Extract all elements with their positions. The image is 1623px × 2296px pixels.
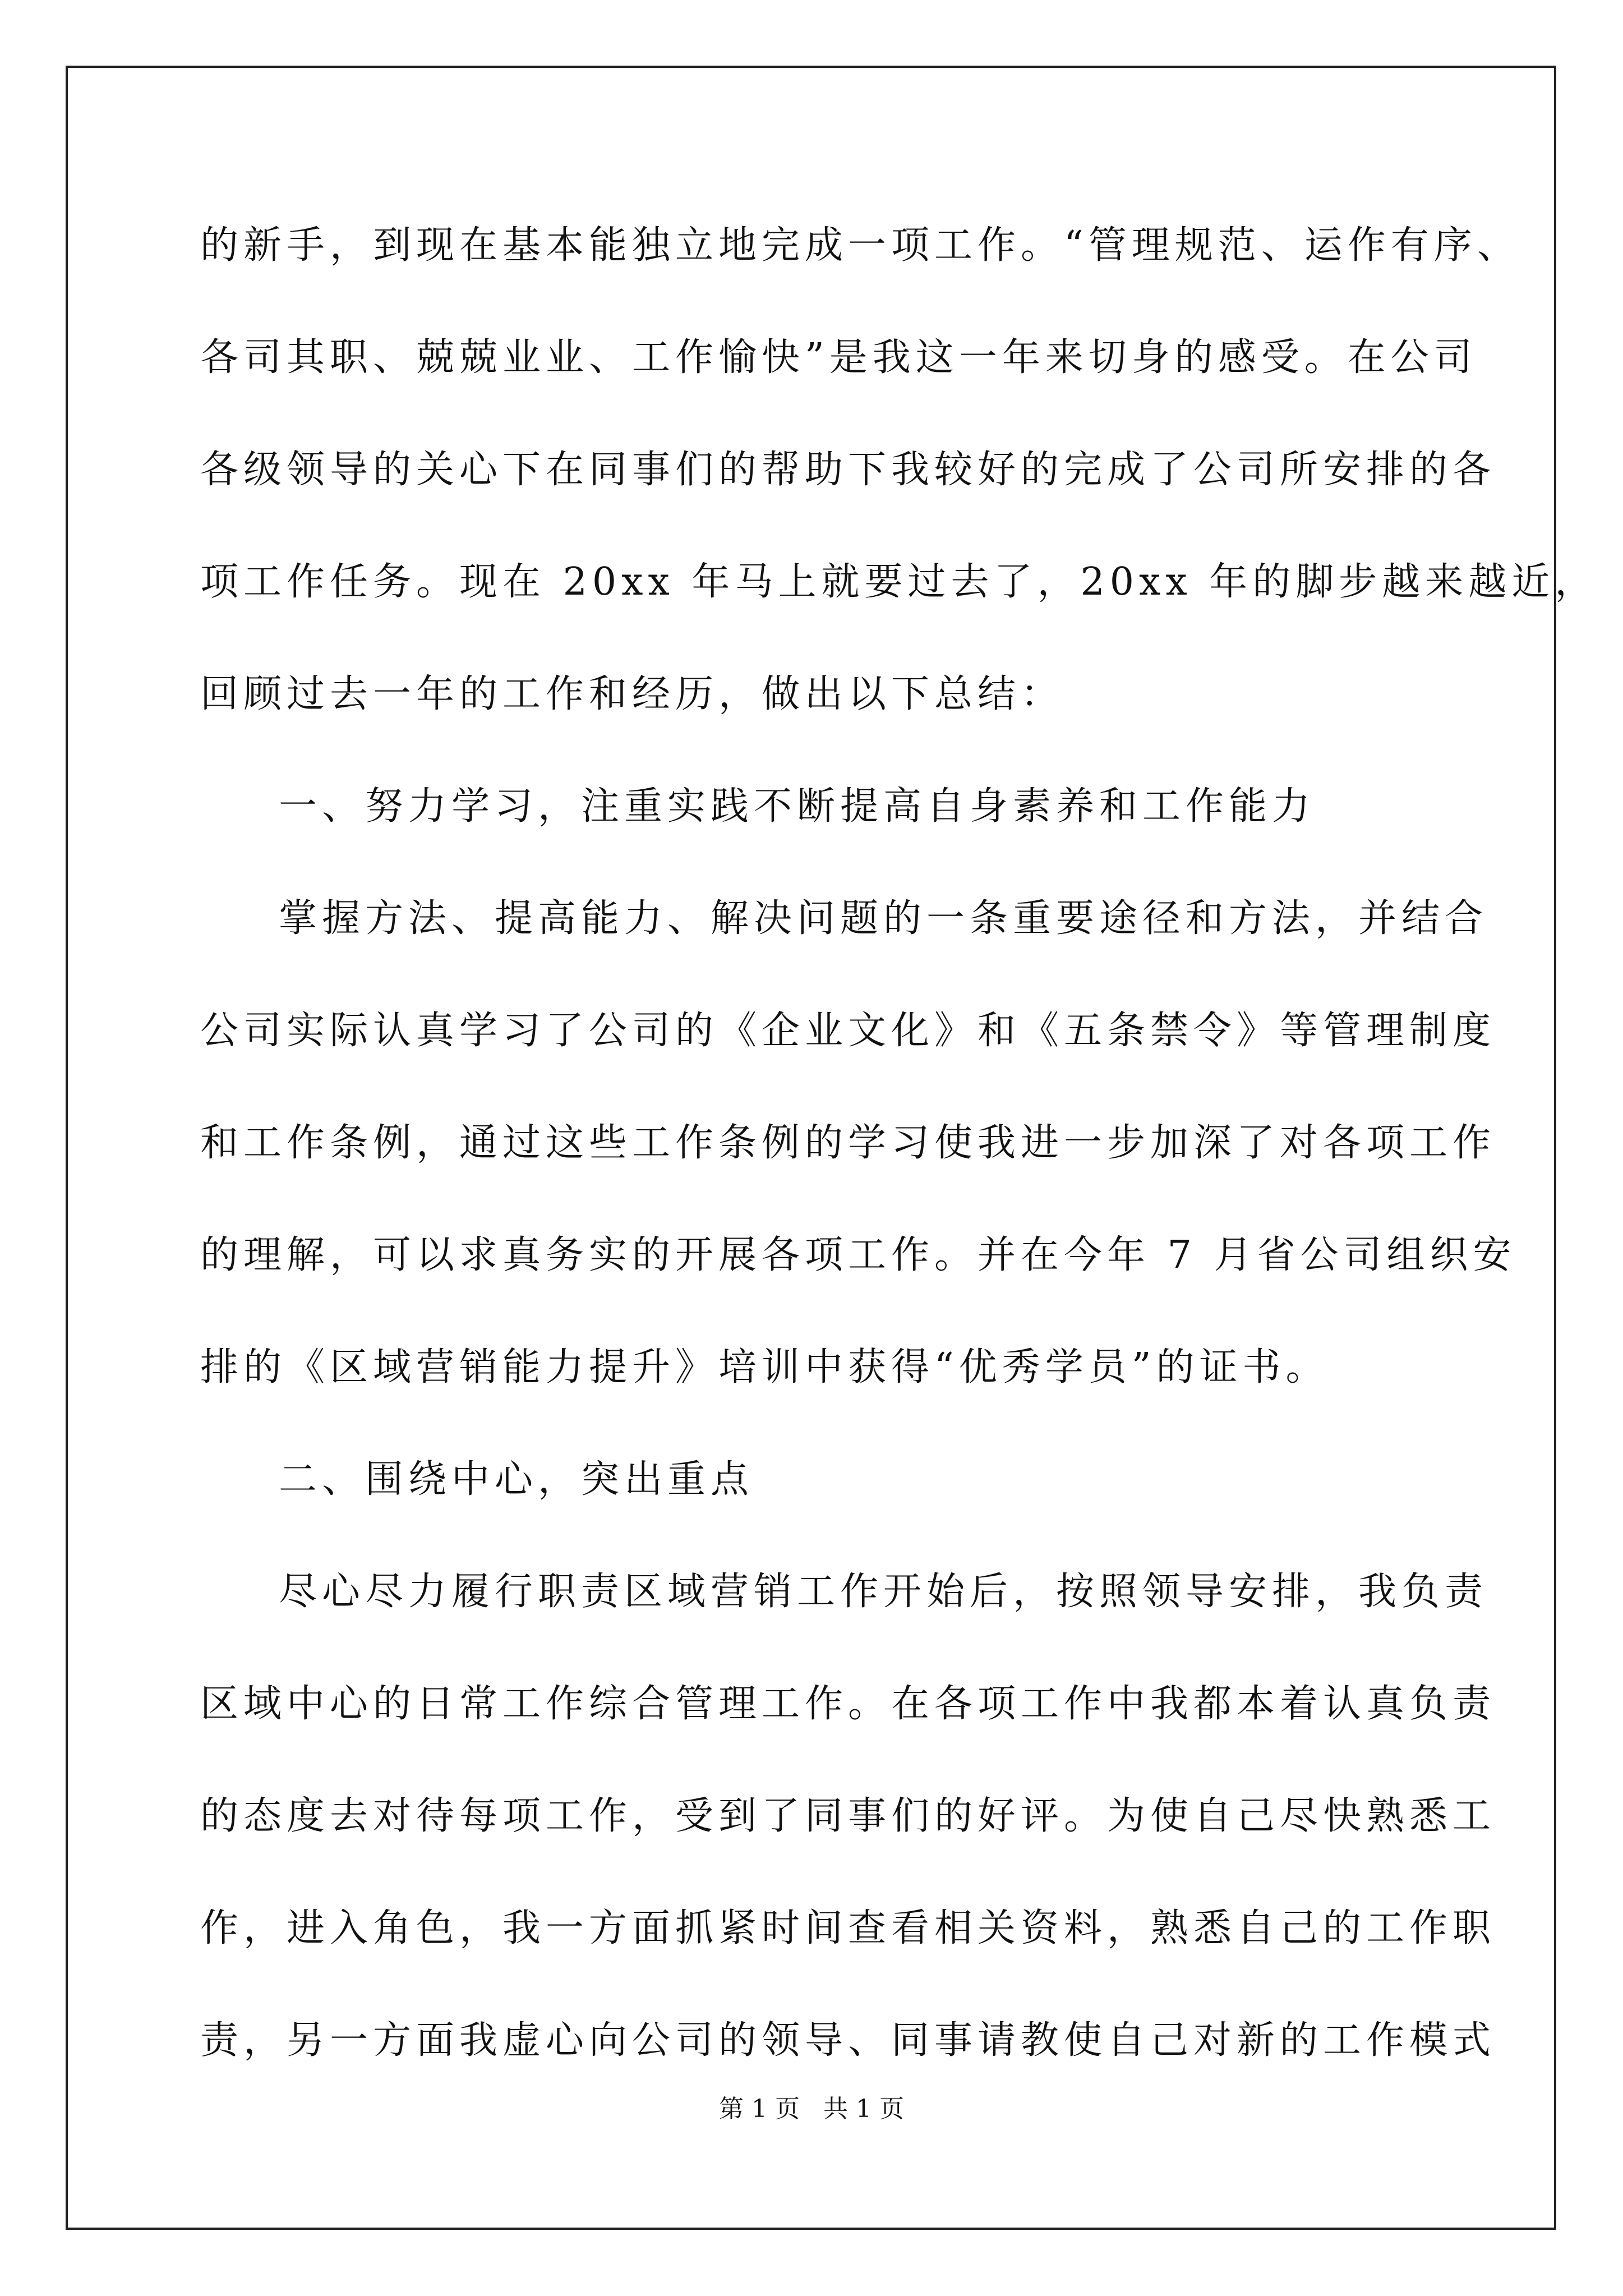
- body-text-line-13: 尽心尽力履行职责区域营销工作开始后，按照领导安排，我负责: [279, 1570, 1488, 1614]
- body-text-line-16: 作，进入角色，我一方面抓紧时间查看相关资料，熟悉自己的工作职: [200, 1906, 1496, 1950]
- body-text-line-4: 项工作任务。现在 20xx 年马上就要过去了，20xx 年的脚步越来越近，: [200, 560, 1598, 604]
- page-footer: 第 1 页 共 1 页: [719, 2095, 904, 2123]
- body-text-line-10: 的理解，可以求真务实的开展各项工作。并在今年 7 月省公司组织安: [200, 1233, 1516, 1277]
- body-text-line-14: 区域中心的日常工作综合管理工作。在各项工作中我都本着认真负责: [200, 1682, 1496, 1726]
- body-text-line-11: 排的《区域营销能力提升》培训中获得“优秀学员”的证书。: [200, 1345, 1329, 1389]
- body-text-line-2: 各司其职、兢兢业业、工作愉快”是我这一年来切身的感受。在公司: [200, 335, 1477, 380]
- body-text-line-9: 和工作条例，通过这些工作条例的学习使我进一步加深了对各项工作: [200, 1121, 1496, 1165]
- body-text-line-3: 各级领导的关心下在同事们的帮助下我较好的完成了公司所安排的各: [200, 448, 1496, 492]
- body-text-line-1: 的新手，到现在基本能独立地完成一项工作。“管理规范、运作有序、: [200, 223, 1520, 268]
- body-text-line-7: 掌握方法、提高能力、解决问题的一条重要途径和方法，并结合: [279, 896, 1488, 941]
- body-text-line-15: 的态度去对待每项工作，受到了同事们的好评。为使自己尽快熟悉工: [200, 1794, 1496, 1838]
- section-heading-2: 二、围绕中心，突出重点: [279, 1457, 754, 1502]
- body-text-line-17: 责，另一方面我虚心向公司的领导、同事请教使自己对新的工作模式: [200, 2018, 1496, 2063]
- section-heading-1: 一、努力学习，注重实践不断提高自身素养和工作能力: [279, 784, 1316, 829]
- body-text-line-5: 回顾过去一年的工作和经历，做出以下总结：: [200, 672, 1064, 716]
- body-text-line-8: 公司实际认真学习了公司的《企业文化》和《五条禁令》等管理制度: [200, 1009, 1496, 1053]
